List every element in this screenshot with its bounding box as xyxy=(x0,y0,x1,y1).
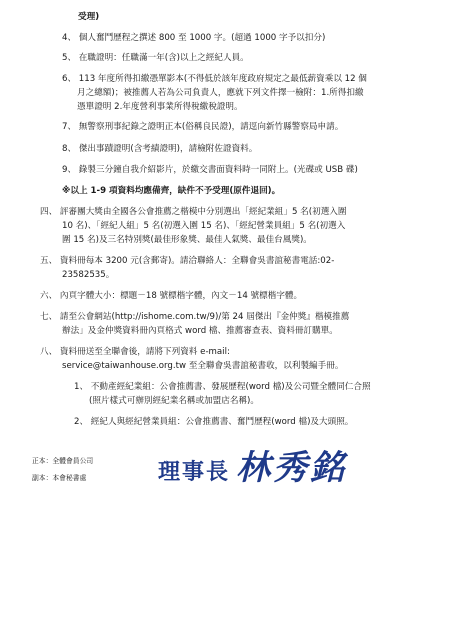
section-7-line-2: 辦法」及金仲獎資料冊內頁格式 word 檔、推薦審查表、資料冊訂購單。 xyxy=(62,326,338,336)
item-6-line-3: 憑單證明 2.年度營利事業所得稅繳稅證明。 xyxy=(77,102,243,112)
text-line-continuation: 受理) xyxy=(78,12,100,22)
item-8: 8、 傑出事蹟證明(含考績證明)，請檢附佐證資料。 xyxy=(62,144,258,154)
section-4-line-1: 四、 評審團大獎由全國各公會推薦之楷模中分別選出「經紀業組」5 名(初選入圍 xyxy=(40,207,347,217)
item-5: 5、 在職證明：任職滿一年(含)以上之經紀人員。 xyxy=(62,53,249,63)
section-5-line-2: 23582535。 xyxy=(62,270,115,280)
cc-main: 正本：全體會員公司 xyxy=(32,457,94,465)
requirements-note: ※以上 1-9 項資料均應備齊，缺件不予受理(原件退回)。 xyxy=(62,186,281,196)
cc-copy: 副本：本會秘書處 xyxy=(32,474,87,482)
item-6-line-1: 6、 113 年度所得扣繳憑單影本(不得低於該年度政府規定之最低薪資乘以 12 個 xyxy=(62,74,367,84)
signature-name: 林秀銘 xyxy=(236,448,348,488)
section-8-item-2: 2、 經紀人與經紀營業員組：公會推薦書、奮鬥歷程(word 檔)及大頭照。 xyxy=(74,417,354,427)
item-9: 9、 錄製三分鐘自我介紹影片，於繳交書面資料時一同附上。(光碟或 USB 碟) xyxy=(62,165,358,175)
section-5-line-1: 五、 資料冊每本 3200 元(含郵寄)。請洽聯絡人：全聯會吳書誼秘書電話:02- xyxy=(40,256,335,266)
section-4-line-3: 圍 15 名)及三名特別獎(最佳形象獎、最佳人氣獎、最佳台風獎)。 xyxy=(62,235,312,245)
section-8-line-1: 八、 資料冊送至全聯會後，請將下列資料 e-mail: xyxy=(40,347,230,357)
section-8-item-1-line-1: 1、 不動產經紀業組：公會推薦書、發展歷程(word 檔)及公司暨全體同仁合照 xyxy=(74,382,371,392)
section-8-item-1-line-2: (照片樣式可辦別經紀業名稱或加盟店名稱)。 xyxy=(89,396,259,406)
section-7-line-1: 七、 請至公會網站(http://ishome.com.tw/9)/第 24 屆傑出『金仲獎』楷模推薦 xyxy=(40,312,350,322)
item-6-line-2: 月之總額)；被推薦人若為公司負責人，應就下列文件擇一檢附：1.所得扣繳 xyxy=(77,88,364,98)
chairman-signature xyxy=(158,448,348,488)
item-7: 7、 無警察刑事紀錄之證明正本(俗稱良民證)，請逕向新竹縣警察局申請。 xyxy=(62,122,344,132)
signature-title: 理事長 xyxy=(158,459,231,485)
item-4: 4、 個人奮鬥歷程之撰述 800 至 1000 字。(超過 1000 字予以扣分) xyxy=(62,33,326,43)
section-6: 六、 內頁字體大小：標題－18 號標楷字體，內文－14 號標楷字體。 xyxy=(40,291,303,301)
section-8-line-2: service@taiwanhouse.org.tw 至全聯會吳書誼秘書收，以利製編手冊。 xyxy=(62,361,344,371)
section-4-line-2: 10 名)、「經紀人組」5 名(初選入圍 15 名)、「經紀營業員組」5 名(初選入 xyxy=(62,221,346,231)
